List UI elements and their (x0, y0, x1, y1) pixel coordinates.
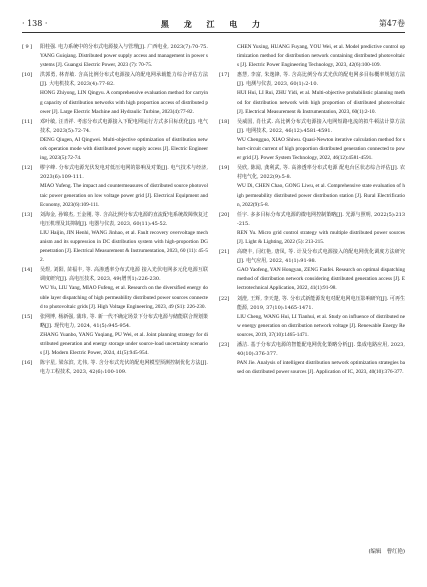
reference-item (219, 118, 405, 163)
reference-english: WU Di, CHEN Chao, GONG Liwu, et al. Comprehensive state evaluation of high permeability distributed power distribution station [J]. Rural Electrification, 2022(9):5-8. (237, 183, 405, 208)
reference-number: [20] (219, 211, 230, 218)
reference-item (219, 71, 405, 116)
volume-label: 第47卷 (378, 19, 405, 28)
reference-number: [23] (219, 342, 230, 348)
reference-number: [ 9 ] (22, 44, 33, 50)
reference-item (219, 295, 405, 340)
reference-english: LIU Haijin, JIN Henhi, WANG Jinhao, et al. Fault recovery overvoltage mechanism and its suppression in DC distribution system with high-proportion DG penetration [J]. Electrical Measurement & Instrumentation, 2023, 60 (11): 45-52. (40, 229, 208, 264)
reference-chinese: 阳桂强. 电力系统中的分布式电源接入与管理[J]. 广西电业, 2023(7):70-75. (40, 44, 208, 50)
reference-english: REN Yu. Micro grid control strategy with multiple distributed power sources [J]. Light & Lighting, 2022 (5): 213-215. (237, 229, 405, 245)
reference-chinese: 刘澄, 王辉, 李天楚, 等. 分布式新能源发电对配电网电压影响研究[J]. 可再生能源, 2019, 37(10):1465-1471. (237, 295, 405, 311)
editor-note: (编辑 曹红艳) (368, 549, 405, 555)
reference-item (22, 164, 208, 209)
references-column-right (219, 43, 405, 378)
reference-item (22, 211, 208, 266)
reference-item (22, 43, 208, 70)
reference-number: [12] (22, 165, 33, 172)
reference-item (22, 359, 208, 377)
reference-item (219, 164, 405, 209)
reference-chinese: 潘洁. 基于分布式电源的智能配电网优化策略分析[J]. 集成电路应用, 2023, 40(10):376-377. (237, 342, 405, 358)
reference-chinese: 高晓丰, 闫红艳, 唐凤, 等. 计及分布式电源接入的配电网优化调度方法研究[J]. 电气应用, 2022, 41(1):91-98. (237, 249, 405, 265)
reference-english: HONG Zhiyong, LIN Qingyu. A comprehensive evaluation method for carrying capacity of distribution networks with high proportion access of distributed power [J]. Large Electric Machine and Hydraulic Turbine, 2023(4):77-82. (40, 90, 208, 115)
reference-english: MIAO Yufeng. The impact and countermeasures of distributed source photovoltaic power generation on low voltage power grid [J]. Electrical Equipment and Economy, 2023(6):109-111. (40, 183, 208, 208)
reference-english: WU Chengguo, XIAO Shiwu. Quasi-Newton iterative calculation method for short-circuit current of high proportion distributed generation connected to power grid [J]. Power System Technology, 2022, 46(12):4581-4591. (237, 136, 405, 162)
reference-chinese: 缪字峰. 分布式电源光伏发电对低压电网的影响及对策[J]. 电气技术与经济, 2023(6):109-111. (40, 165, 208, 181)
reference-item (219, 248, 405, 293)
reference-number: [19] (219, 165, 230, 172)
reference-item (219, 211, 405, 247)
reference-chinese: 邓叶敏, 汪青祥. 考虑分布式电源接入下配电网运行方式多目标优化[J]. 电气技术, 2023(5):72-74. (40, 118, 208, 134)
reference-number: [14] (22, 267, 33, 274)
reference-chinese: 陈宇星, 梁东滨, 尤伟, 等. 含分布式光伏的配电网模型预测控制优化方法[J]. 电力工程技术, 2023, 42(6):100-109. (40, 360, 208, 376)
reference-chinese: 吴煜, 刘阳, 苗福丰, 等. 高渗透率分布式电源 接入光伏电网多元化电源互联调度研究[J]. 高电压技术, 2023, 49(增刊1):226-230. (40, 267, 208, 283)
reference-english: CHEN Yuxing, HUANG Fuyang, YOU Wei, et al. Model predictive control optimization method for distribution network containing distributed photovoltaics [J]. Electric Power Engineering Technology, 2023, 42(6):100-109. (237, 44, 405, 69)
reference-chinese: 吴威国, 肖仕武. 高比例分布式电源接入电网短路电流的拟牛顿法计算方法[J]. 电网技术, 2022, 46(12):4581-4591. (237, 118, 405, 134)
reference-english: WU Yu, LIU Yang, MIAO Fufeng, et al. Research on the diversified energy double layer dispatching of high permeability distributed power sources connected to photovoltaic grids [J]. High Voltage Engineering, 2023, 49 (S1): 226-230. (40, 285, 208, 310)
page-header (22, 18, 405, 33)
reference-number: [11] (22, 118, 33, 125)
reference-chinese: 惠慧, 李富, 朱逸锋, 等. 含高比例分布式光伏的配电网多目标概率规划方法[J]. 电测与仪表, 2023, 60(1):2-10. (237, 72, 405, 88)
reference-chinese: 洪郭勇, 林青敏. 含高比例分布式电源接入的配电网承载能力综合评估方法[J]. 大电机技术, 2023(4):77-82. (40, 72, 208, 88)
reference-number: [22] (219, 295, 230, 302)
reference-number: [16] (22, 360, 33, 367)
reference-number: [17] (219, 72, 230, 79)
references-column-left (22, 43, 208, 378)
reference-item (22, 266, 208, 311)
reference-english: LIU Cheng, WANG Hui, LI Tianhui, et al. Study on influence of distributed new energy generation on distribution network voltage [J]. Renewable Energy Resources, 2019, 37(10):1465-1471. (237, 313, 405, 338)
reference-english: PAN Jie. Analysis of intelligent distribution network optimization strategies based on distributed power sources [J]. Application of IC, 2023, 40(10):376-377. (237, 360, 405, 376)
reference-english: ZHANG Yuanbo, YANG Yuqiang, PU Wei, et al. Joint planning strategy for distributed generation and energy storage under source-load uncertainty scenarios [J]. Modern Electric Power, 2024, 41(5):945-954. (40, 331, 208, 357)
journal-name: 黑 龙 江 电 力 (160, 19, 267, 29)
reference-chinese: 张网博, 杨新强, 蒲玮, 等. 新一代不确定场景下分布式电源与储能联合规划策略[J]. 现代电力, 2024, 41(5):945-954. (40, 313, 208, 329)
reference-number: [15] (22, 313, 33, 320)
reference-english: HUI Hui, LI Rui, ZHU Yidi, et al. Multi-objective probabilistic planning method for distribution network with high proportion of distributed photovoltaic [J]. Electrical Measurement & Instrumentation, 2023, 60(1):2-10. (237, 90, 405, 115)
page-number: · 138 · (22, 19, 48, 28)
reference-english: YANG Guiqiang. Distributed power supply access and management in power systems [J]. Guangxi Electric Power, 2023 (7): 70-75. (40, 53, 208, 69)
reference-number: [21] (219, 249, 230, 256)
reference-chinese: 任宇. 多多目标分布式电源的微电网控制策略[J]. 光源与照明, 2022(5):213-215. (237, 211, 405, 227)
reference-english: DENG Qiugen, AI Qingwei. Multi-objective optimization of distribution network operation mode with distributed power supply access [J]. Electric Engineering, 2023(5):72-74. (40, 136, 208, 162)
reference-item (22, 313, 208, 358)
reference-chinese: 刘海金, 孙锦杰, 王金刚, 等. 含高比例分布式电源的直流配电系统故障恢复过电压机理及其抑制[J]. 电器与仪表, 2023, 60(11):45-52. (40, 211, 208, 227)
reference-chinese: 吴欣, 陈闻, 龚利武, 等. 高渗透率分布式电源 配电台区状态综合评估[J]. 农村电气化, 2022(9):5-8. (237, 165, 405, 181)
reference-number: [10] (22, 72, 33, 79)
reference-item (22, 71, 208, 116)
reference-item (22, 118, 208, 163)
reference-english: GAO Yaofeng, YAN Hongyan, ZENG Fanfei. Research on optimal dispatching method of distribution network considering distributed generation access [J]. Electrotechnical Application, 2022, 41(1):91-98. (237, 267, 405, 292)
reference-continuation (219, 43, 405, 70)
reference-number: [13] (22, 211, 33, 218)
reference-item (219, 341, 405, 377)
reference-number: [18] (219, 118, 230, 125)
